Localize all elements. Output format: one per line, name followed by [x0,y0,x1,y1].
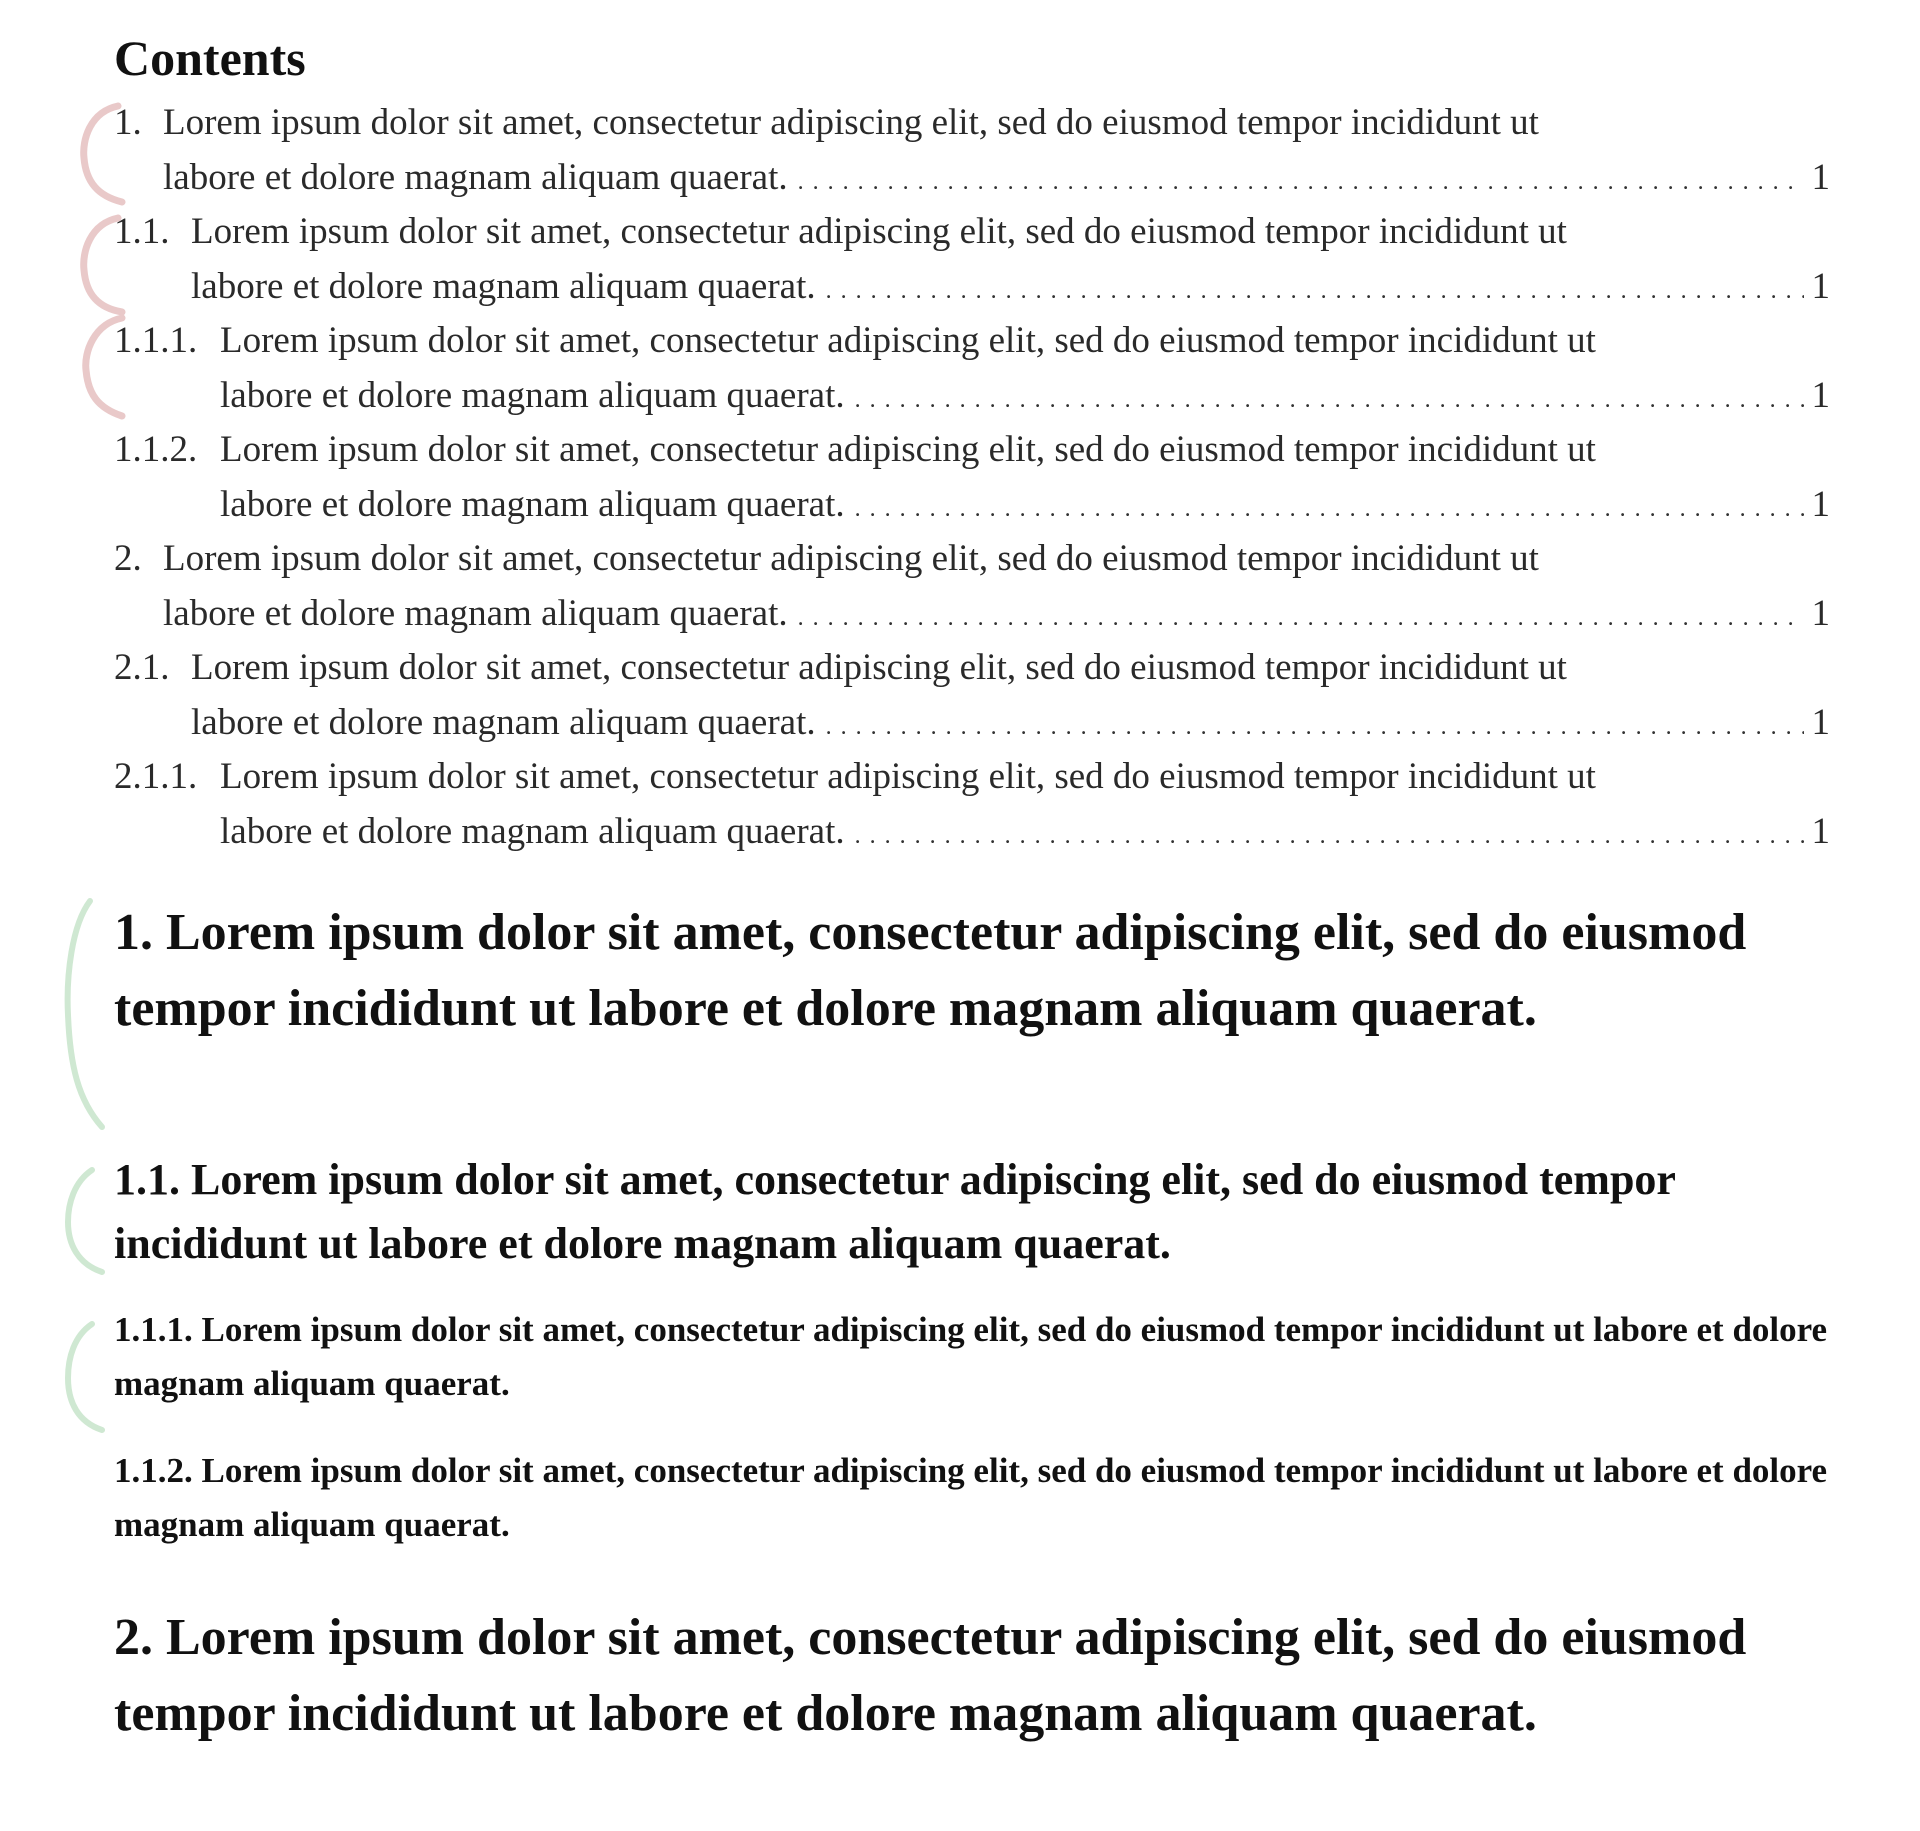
toc-entry-title[interactable]: Lorem ipsum dolor sit amet, consectetur adipiscing elit, sed do eiusmod tempor incididunt ut [220,320,1596,361]
section-heading-1-1: 1.1. Lorem ipsum dolor sit amet, consectetur adipiscing elit, sed do eiusmod tempor incididunt ut labore et dolore magnam aliquam quaerat. [114,1155,1676,1268]
toc-dot-leader [855,478,1804,537]
toc-entry-title-cont[interactable]: labore et dolore magnam aliquam quaerat. [220,374,845,416]
toc-entry-number: 1.1.2. [114,429,198,470]
toc-dot-leader [798,151,1804,210]
toc-entry-title-cont[interactable]: labore et dolore magnam aliquam quaerat. [163,156,788,198]
section-heading-1-1-1: 1.1.1. Lorem ipsum dolor sit amet, consectetur adipiscing elit, sed do eiusmod tempor incididunt ut labore et dolore magnam aliquam quaerat. [114,1310,1828,1403]
toc-page-number[interactable]: 1 [1811,156,1830,198]
toc-page-number[interactable]: 1 [1811,374,1830,416]
toc-entry[interactable] [114,750,1830,859]
heading-bracket-icon [62,895,112,1135]
toc-entry-number: 1. [114,102,142,143]
toc-entry-title[interactable]: Lorem ipsum dolor sit amet, consectetur adipiscing elit, sed do eiusmod tempor incididunt ut [220,429,1596,470]
toc-entry-number: 2.1.1. [114,756,198,797]
section-heading-2: 2. Lorem ipsum dolor sit amet, consectetur adipiscing elit, sed do eiusmod tempor incididunt ut labore et dolore magnam aliquam quaerat. [114,1609,1747,1742]
toc-entry-title[interactable]: Lorem ipsum dolor sit amet, consectetur adipiscing elit, sed do eiusmod tempor incididunt ut [163,538,1539,579]
toc-entry-continuation [191,696,1830,755]
contents-title: Contents [114,30,306,86]
toc-entry-title[interactable]: Lorem ipsum dolor sit amet, consectetur adipiscing elit, sed do eiusmod tempor incididunt ut [163,102,1539,143]
toc-entry-title-cont[interactable]: labore et dolore magnam aliquam quaerat. [191,701,816,743]
toc-page-number[interactable]: 1 [1811,701,1830,743]
toc-entry-continuation [163,587,1830,646]
section-heading-1-1-2: 1.1.2. Lorem ipsum dolor sit amet, consectetur adipiscing elit, sed do eiusmod tempor incididunt ut labore et dolore magnam aliquam quaerat. [114,1451,1828,1544]
toc-entry-title-cont[interactable]: labore et dolore magnam aliquam quaerat. [220,810,845,852]
heading-bracket-icon [62,1318,112,1438]
toc-entry[interactable] [114,532,1830,641]
toc-page-number[interactable]: 1 [1811,265,1830,307]
toc-page-number[interactable]: 1 [1811,592,1830,634]
toc-entry-title[interactable]: Lorem ipsum dolor sit amet, consectetur adipiscing elit, sed do eiusmod tempor incididunt ut [191,647,1567,688]
toc-entry[interactable] [114,641,1830,750]
toc-entry-title[interactable]: Lorem ipsum dolor sit amet, consectetur adipiscing elit, sed do eiusmod tempor incididunt ut [220,756,1596,797]
toc-entry[interactable] [114,205,1830,314]
toc-dot-leader [798,587,1804,646]
toc-dot-leader [855,805,1804,864]
toc-entry[interactable] [114,423,1830,532]
toc-entry-continuation [163,151,1830,210]
toc-entry-title[interactable]: Lorem ipsum dolor sit amet, consectetur adipiscing elit, sed do eiusmod tempor incididunt ut [191,211,1567,252]
toc-entry-continuation [220,478,1830,537]
toc-entry-number: 2. [114,538,142,579]
toc-entry-continuation [220,805,1830,864]
toc-dot-leader [855,369,1804,428]
toc-page-number[interactable]: 1 [1811,810,1830,852]
toc-entry-title-cont[interactable]: labore et dolore magnam aliquam quaerat. [163,592,788,634]
toc-entry-number: 1.1. [114,211,170,252]
heading-bracket-icon [62,1164,112,1280]
toc-entry-continuation [220,369,1830,428]
toc-entry-title-cont[interactable]: labore et dolore magnam aliquam quaerat. [220,483,845,525]
toc-dot-leader [826,696,1804,755]
table-of-contents [114,96,1830,859]
toc-entry-continuation [191,260,1830,319]
toc-entry[interactable] [114,96,1830,205]
toc-entry-title-cont[interactable]: labore et dolore magnam aliquam quaerat. [191,265,816,307]
toc-page-number[interactable]: 1 [1811,483,1830,525]
toc-dot-leader [826,260,1804,319]
toc-entry[interactable] [114,314,1830,423]
section-heading-1: 1. Lorem ipsum dolor sit amet, consectetur adipiscing elit, sed do eiusmod tempor incididunt ut labore et dolore magnam aliquam quaerat. [114,904,1747,1037]
toc-entry-number: 2.1. [114,647,170,688]
toc-entry-number: 1.1.1. [114,320,198,361]
